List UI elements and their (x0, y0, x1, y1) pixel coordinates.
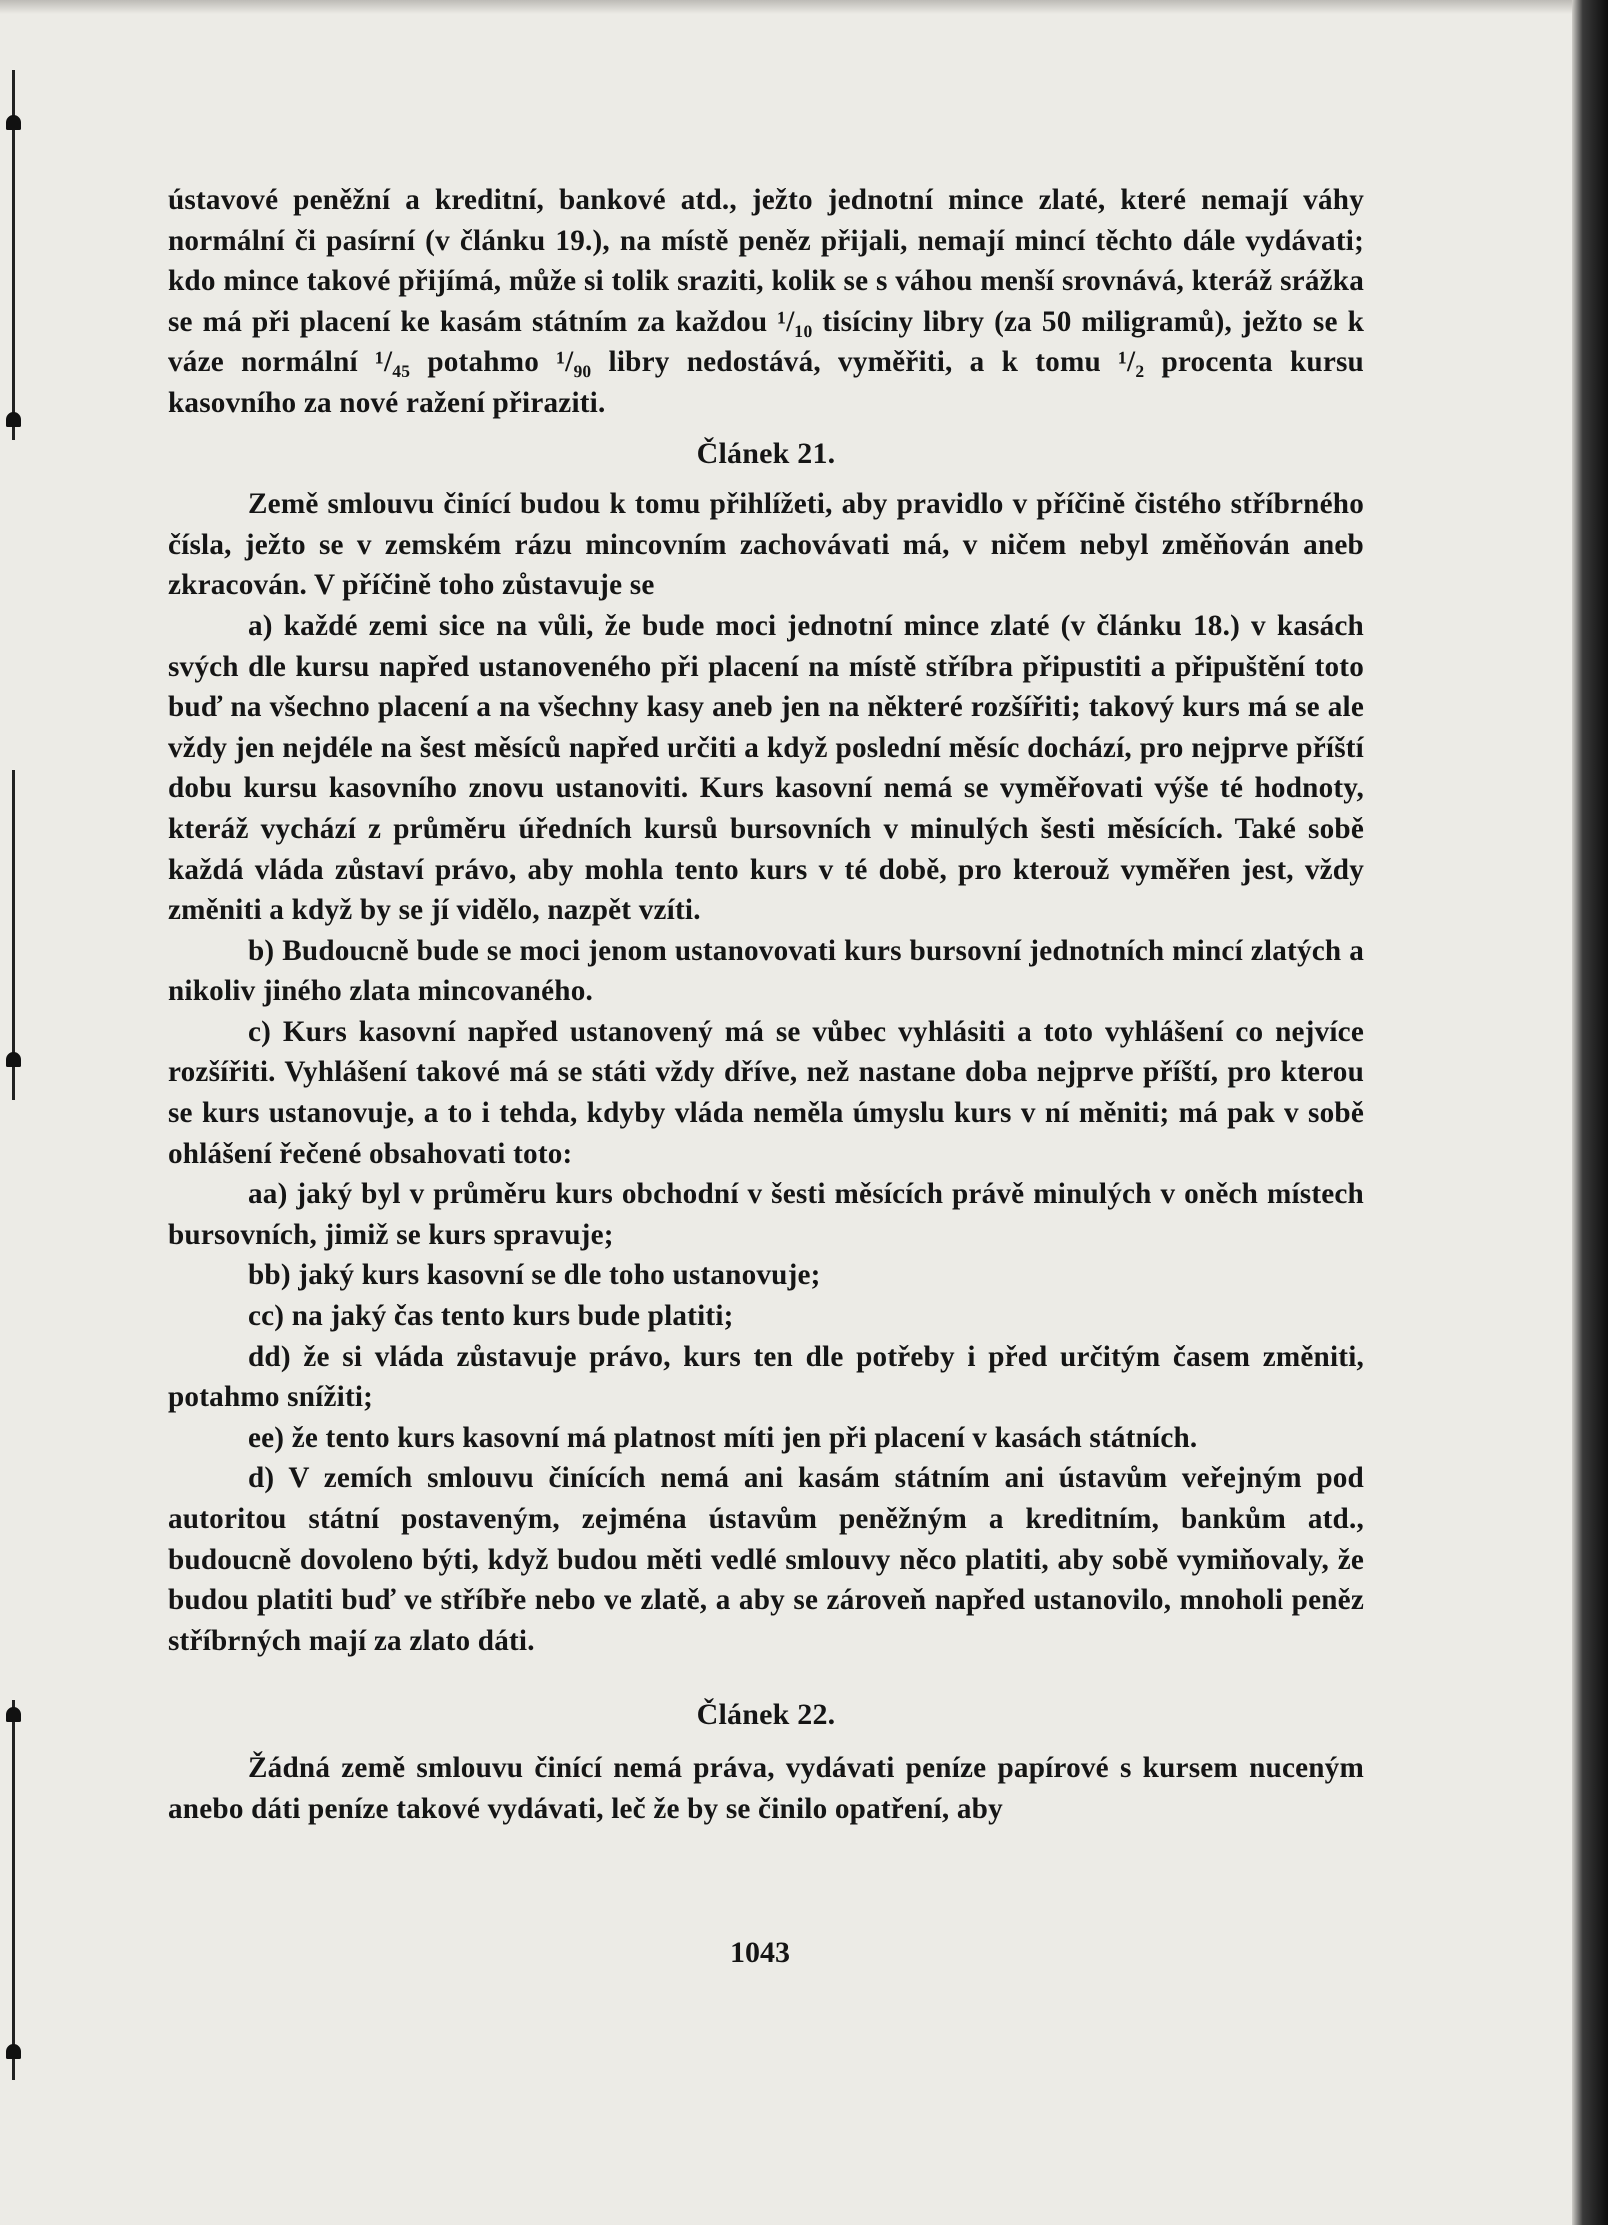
article-21-item-d: d) V zemích smlouvu činících nemá ani kasám státním ani ústavům veřejným pod autoritou státní postaveným, zejména ústavům peněžným a kreditním, bankům atd., budoucně dovoleno býti, když budou měti vedlé smlouvy něco platiti, aby sobě vymiňovaly, že budou platiti buď ve stříbře nebo ve zlatě, a aby se zároveň napřed ustanovilo, mnoholi peněz stříbrných mají za zlato dáti. (168, 1462, 1364, 1657)
scan-top-edge (0, 0, 1608, 14)
page-number: 1043 (730, 1936, 790, 1969)
binding-mark-4 (6, 1707, 21, 1722)
article-22-paragraph: Žádná země smlouvu činící nemá práva, vydávati peníze papírové s kursem nuceným anebo dáti peníze takové vydávati, leč že by se činilo opatření, aby (168, 1751, 1364, 1825)
article-21-item-b: b) Budoucně bude se moci jenom ustanovovati kurs bursovní jednotních mincí zlatých a nikoliv jiného zlata mincovaného. (168, 934, 1364, 1008)
article-21-item-cc: cc) na jaký čas tento kurs bude platiti; (248, 1300, 734, 1333)
article-21-item-dd: dd) že si vláda zůstavuje právo, kurs ten dle potřeby i před určitým časem změniti, potahmo snížiti; (168, 1340, 1364, 1414)
article-21-item-c: c) Kurs kasovní napřed ustanovený má se vůbec vyhlásiti a toto vyhlášení co nejvíce rozšířiti. Vyhlášení takové má se státi vždy dříve, než nastane doba nejprve příští, pro kterou se kurs ustanovuje, a to i tehda, kdyby vláda neměla úmyslu kurs v ní měniti; má pak v sobě ohlášení řečené obsahovati toto: (168, 1015, 1364, 1170)
heading-article-22: Článek 22. (696, 1698, 836, 1732)
binding-mark-2 (6, 412, 21, 427)
article-21-item-aa: aa) jaký byl v průměru kurs obchodní v šesti měsících právě minulých v oněch místech bursovních, jimiž se kurs spravuje; (168, 1178, 1364, 1251)
binding-line-3 (12, 1700, 15, 2080)
article-21-item-bb: bb) jaký kurs kasovní se dle toho ustanovuje; (248, 1259, 821, 1292)
paragraph-continuation: ústavové peněžní a kreditní, bankové atd., ježto jednotní mince zlaté, které nemají váhy normální či pasírní (v článku 19.), na místě peněz přijali, nemají mincí těchto dále vydávati; kdo mince takové přijímá, může si tolik sraziti, kolik se s váhou menší srovnává, kteráž srážka se má při placení ke kasám státním za každou ¹/₁₀ tisíciny libry (za 50 miligramů), ježto se k váze normální ¹/₄₅ potahmo ¹/₉₀ libry nedostává, vyměřiti, a k tomu ¹/₂ procenta kursu kasovního za nové ražení přiraziti. (168, 184, 1364, 419)
binding-line-2 (12, 770, 15, 1100)
binding-mark-5 (6, 2044, 21, 2059)
binding-mark-3 (6, 1052, 21, 1067)
article-21-item-a: a) každé zemi sice na vůli, že bude moci jednotní mince zlaté (v článku 18.) v kasách svých dle kursu napřed ustanoveného při placení na místě stříbra připustiti a připuštění toto buď na všechno placení a na všechny kasy aneb jen na některé rozšířiti; takový kurs má se ale vždy jen nejdéle na šest měsíců napřed určiti a když poslední měsíc dochází, pro nejprve příští dobu kursu kasovního znovu ustanoviti. Kurs kasovní nemá se vyměřovati výše té hodnoty, kteráž vychází z průměru úředních kursů bursovních v minulých šesti měsících. Také sobě každá vláda zůstaví právo, aby mohla tento kurs v té době, pro kterouž vyměřen jest, vždy změniti a když by se jí vidělo, nazpět vzíti. (168, 609, 1364, 927)
heading-article-21: Článek 21. (696, 436, 836, 470)
scan-right-edge (1572, 0, 1608, 2225)
article-21-item-ee: ee) že tento kurs kasovní má platnost míti jen při placení v kasách státních. (248, 1421, 1198, 1454)
document-body (168, 180, 1364, 1829)
article-21-intro: Země smlouvu činící budou k tomu přihlížeti, aby pravidlo v příčině čistého stříbrného čísla, ježto se v zemském rázu mincovním zachovávati má, v ničem nebyl změňován aneb zkracován. V příčině toho zůstavuje se (168, 488, 1364, 602)
binding-mark-1 (6, 115, 21, 130)
